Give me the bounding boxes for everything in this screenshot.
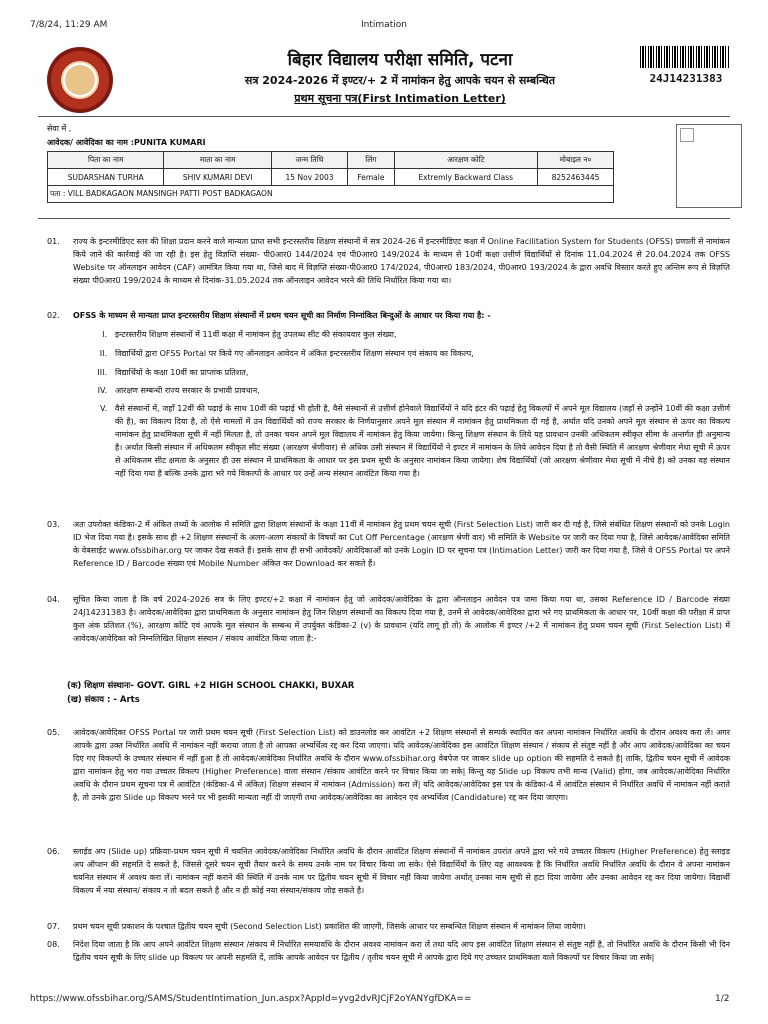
criteria-text: इन्टरस्तरीय शिक्षण संस्थानों में 11वीं कक्षा में नामांकन हेतु उपलब्ध सीट की संकायवार कुल संख्या,	[115, 330, 397, 339]
session-line: सत्र 2024-2026 में इण्टर/+ 2 में नामांकन हेतु आपके चयन से सम्बन्धित	[244, 74, 556, 87]
paragraph-08	[47, 938, 730, 964]
criteria-number: I.	[102, 330, 107, 339]
criteria-number: III.	[97, 368, 107, 377]
allotted-institution: (क) शिक्षण संस्थानः- GOVT. GIRL +2 HIGH SCHOOL CHAKKI, BUXAR	[67, 681, 355, 691]
criteria-item	[67, 347, 730, 360]
criteria-number: II.	[99, 349, 107, 358]
barcode-number: 24J14231383	[649, 72, 723, 85]
para-number: 02.	[47, 311, 60, 320]
para-text: स्लाईड अप (Slide up) प्रक्रियाः-प्रथम चयन सूची में चयनित आवेदक/आवेदिका निर्धारित अवधि के दौरान आवंटित शिक्षण संस्थानों में नामांकन उपरांत अपने द्वारा भरे गये उच्चतर विकल्प (Higher Preference) हेतु स्लाइड अप ऑप्शन की सहमति दे सकते है, जिससे दूसरे चयन सूची तैयार करने के समय उनके नाम पर विचार किया जा सके। ऐसे विद्यार्थियों के लिए यह आवश्यक है कि निर्धारित अवधि निर्धारित अवधि के दौरान वे अपना नामांकन चयनित संस्थान में अवश्य करा लें। नामांकन नहीं कराने की स्थिति में उनके नाम पर द्वितीय चयन सूची में विचार नहीं किया जायेगा अर्थात् उनका नाम सूची से हटा दिया जायेगा और उनका आवेदन रद्द कर दिया जायेगा। विद्यार्थी विकल्प में नया संस्थान/ संकाय न तो बदल सकते है और न ही कोई नया संस्थान/संकाय जोड़ सकते है।	[73, 847, 730, 895]
info-divider	[38, 218, 730, 219]
father-name: SUDARSHAN TURHA	[48, 169, 164, 186]
mobile: 8252463445	[538, 169, 614, 186]
gender: Female	[348, 169, 394, 186]
table-row	[48, 169, 614, 186]
print-datetime: 7/8/24, 11:29 AM	[30, 20, 108, 30]
mother-name: SHIV KUMARI DEVI	[164, 169, 271, 186]
col-dob: जन्म तिथि	[271, 152, 347, 169]
barcode-image	[640, 46, 730, 68]
broken-image-icon	[680, 128, 694, 142]
para-number: 03.	[47, 520, 60, 529]
para-number: 07.	[47, 922, 60, 931]
paragraph-05	[47, 726, 730, 804]
criteria-text: आरक्षण सम्बन्धी राज्य सरकार के प्रभावी प्रावधान,	[115, 386, 260, 395]
header-divider	[38, 116, 730, 117]
col-category: आरक्षण कोटि	[394, 152, 538, 169]
print-page-number: 1/2	[715, 994, 730, 1004]
address: पता : VILL BADKAGAON MANSINGH PATTI POST BADKAGAON	[48, 186, 614, 203]
criteria-item	[67, 402, 730, 480]
para-text: राज्य के इन्टरमीडिएट स्तर की शिक्षा प्रदान करने वाले मान्यता प्राप्त सभी इन्टरस्तरीय शिक्षण संस्थानों में सत्र 2024-26 में इन्टरमीडिएट कक्षा में Online Facilitation System for Students (OFSS) प्रणाली से नामांकन किये जाने की कार्रवाई की जा रही है। इस हेतु विज्ञप्ति संख्या- पी0आर0 144/2024 एवं पी0आर0 149/2024 के माध्यम से 10वीं कक्षा उत्तीर्ण विद्यार्थियों से दिनांक 11.04.2024 से 20.04.2024 तक OFSS Website पर ऑनलाइन आवेदन (CAF) आमंत्रित किया गया था, जिसे बाद में विज्ञप्ति संख्या-पी0आर0 174/2024, पी0आर0 183/2024, पी0आर0 193/2024 के द्वारा अवधि विस्तार करते हुए अन्तिम रूप से विज्ञप्ति संख्या पी0आर0 199/2024 के माध्यम से दिनांक-31.05.2024 तक ऑनलाइन आवेदन भरने की तिथि निर्धारित किया गया था।	[73, 237, 730, 285]
address-row	[48, 186, 614, 203]
para-number: 05.	[47, 728, 60, 737]
para-number: 04.	[47, 595, 60, 604]
para-number: 08.	[47, 940, 60, 949]
criteria-item	[67, 328, 730, 341]
criteria-text: विद्यार्थियों द्वारा OFSS Portal पर किये गए ऑनलाइन आवेदन में अंकित इन्टरस्तरीय शिक्षण संस्थान एवं संकाय का विकल्प,	[115, 349, 474, 358]
para-text: प्रथम चयन सूची प्रकाशन के पश्चात द्वितीय चयन सूची (Second Selection List) प्रकाशित की जाएगी, जिसके आधार पर सम्बन्धित शिक्षण संस्थान में नामांकन लिया जायेगा।	[73, 922, 586, 931]
criteria-text: विद्यार्थियों के कक्षा 10वीं का प्राप्तांक प्रतिशत,	[115, 368, 249, 377]
paragraph-04	[47, 593, 730, 645]
para-text: आवेदक/आवेदिका OFSS Portal पर जारी प्रथम चयन सूची (First Selection List) को डाउनलोड कर आवंटित +2 शिक्षण संस्थानों से सम्पर्क स्थापित कर अपना नामांकन निर्धारित अवधि के दौरान अवश्य करा लें। अगर आपके द्वारा उक्त निर्धारित अवधि में नामांकन नहीं कराया जाता है तो आपका अभ्यर्थित्व रद्द कर दिया जाएगा। यदि आवेदक/आवेदिका इस आवंटित शिक्षण संस्थान / संकाय से संतुष्ट नहीं है और आप आवेदक/आवेदिका का चयन दिए गए विकल्पों के उच्चतर संस्थान में नहीं हुआ है तो आवेदक/आवेदिका निर्धारित अवधि के दौरान www.ofssbihar.org वेबपेज पर जाकर slide up option की सहमति दे सकते है| ताकि, द्वितीय चयन सूची में आवेदक द्वारा नामांकन हेतु भरा गया उच्चतर विकल्प (Higher Preference) वाला संस्थान /संकाय आवंटित करने पर विचार किया जा सके| किन्तु यह Slide up विकल्प तभी मान्य (Valid) होगा, जब आवेदक/आवेदिका निर्धारित अवधि के दौरान प्रथम सूचना पत्र में आवंटित (कंडिका-4 में अंकित) शिक्षण संस्थान में नामांकन (Admission) करा लें| यदि आवेदक/आवेदिका इस पत्र के कंडिका-4 में आवंटित संस्थान में निर्धारित अवधि में नामांकन नहीं कराते है, तो उनके द्वारा Slide up विकल्प भरने पर भी इसकी मान्यता नहीं दी जाएगी तथा आवेदक/आवेदिका का आवेदन एवं अभ्यर्थित्व (Candidature) रद्द कर दिया जाएगा।	[73, 728, 730, 802]
applicant-table	[47, 151, 614, 203]
board-logo	[47, 47, 113, 113]
para-text: सूचित किया जाता है कि वर्ष 2024-2026 सत्र के लिए इण्टर/+2 कक्षा में नामांकन हेतु जो आवेदक/आवेदिका के द्वारा ऑनलाइन आवेदन पत्र जमा किया गया था, उसका Reference ID / Barcode संख्या 24J14231383 है। आवेदक/आवेदिका द्वारा प्राथमिकता के अनुसार नामांकन हेतु जिन शिक्षण संस्थानों का विकल्प दिया गया है, उनमें से आवेदक/आवेदिका द्वारा भरे गए प्राथमिकता के आधार पर, 10वीं कक्षा की परीक्षा में प्राप्त कुल अंक प्रतिशत (%), आरक्षण कोटि एवं आपके मूल संस्थान के सम्बन्ध में उपर्युक्त कंडिका-2 (v) के प्रावधान (यदि लागू हो तो) के आलोक में इण्टर /+2 में नामांकन हेतु प्रथम चयन सूची (First Selection List) में आवेदक/आवेदिका को निम्नलिखित शिक्षण संस्थान / संकाय आवंटित किया जाता है:-	[73, 595, 730, 643]
applicant-name: आवेदक/ आवेदिका का नाम :PUNITA KUMARI	[47, 138, 206, 147]
col-gender: लिंग	[348, 152, 394, 169]
criteria-text: वैसे संस्थानों में, जहाँ 12वीं की पढ़ाई के साथ 10वीं की पढ़ाई भी होती है, वैसे संस्थानों से उत्तीर्ण होनेवाले विद्यार्थियों ने यदि इंटर की पढ़ाई हेतु विकल्पों में अपने मूल विद्यालय (जहाँ से उन्होंने 10वीं की कक्षा उत्तीर्ण की है), का विकल्प दिया है, तो ऐसे मामलों में उन विद्यार्थियों को राज्य सरकार के निर्णयानुसार अपने मूल संस्थान में नामांकन हेतु प्राथमिकता दी गई है, अर्थात यदि उनको अपने मूल संस्थान से ऊपर का विकल्प नामांकन हेतु प्राथमिकता सूची में नहीं मिलता है, तो उनका चयन अपने मूल विद्यालय में नामांकन हेतु किया जायेगा। किन्तु शिक्षण संस्थान के लिये यह प्रावधान उनकी अधिकतम स्वीकृत सीमा के अन्तर्गत ही अनुमान्य है। अर्थात किसी संस्थान में अधिकतम स्वीकृत सीट संख्या (आरक्षण श्रेणीवार) से अधिक उसी संस्थान में विद्यार्थियों ने इण्टर में नामांकन के लिये आवेदन दिया है तो वैसी स्थिति में आरक्षण श्रेणीवार मेधा सूची में ऊपर से अधिकतम सीट क्षमता के अनुसार ही उस संस्थान में प्राथमिकता के आधार पर इस प्रथम सूची के अनुसार नामांकन किया जायेगा। शेष विद्यार्थियों (जो आरक्षण श्रेणीवार मेधा सूची में नीचे है) को उनका वह संस्थान नहीं दिया गया है बल्कि उनके द्वारा भरे गये विकल्पों के आधार पर उन्हें अन्य संस्थान आवंटित किया गया है।	[115, 404, 730, 478]
criteria-number: V.	[100, 404, 107, 413]
col-mobile: मोबाइल न०	[538, 152, 614, 169]
board-name: बिहार विद्यालय परीक्षा समिति, पटना	[287, 50, 513, 70]
allotted-faculty: (ख) संकाय : - Arts	[67, 695, 140, 705]
col-father: पिता का नाम	[48, 152, 164, 169]
paragraph-01	[47, 235, 730, 287]
criteria-item	[67, 366, 730, 379]
para-text: निदेश दिया जाता है कि आप अपने आवंटित शिक्षण संस्थान /संकाय में निर्धारित समयावधि के दौरान अवश्य नामांकन करा लें तथा यदि आप इस आवंटित शिक्षण संस्थान से संतुष्ट नहीं है, तो निर्धारित अवधि के दौरान किसी भी दिन द्वितीय चयन सूची के लिए slide up विकल्प पर अपनी सहमति दें, ताकि आपके आवेदन पर द्वितीय / तृतीय चयन सूची में आपके द्वारा दिये गए उच्चतर प्राथमिकता वाले विकल्पों पर विचार किया जा सके|	[73, 940, 730, 962]
para-number: 01.	[47, 237, 60, 246]
paragraph-03	[47, 518, 730, 570]
col-mother: माता का नाम	[164, 152, 271, 169]
para-text: OFSS के माध्यम से मान्यता प्राप्त इन्टरस्तरीय शिक्षण संस्थानों में प्रथम चयन सूची का निर्माण निम्नांकित बिन्दुओं के आधार पर किया गया है: -	[73, 311, 491, 320]
criteria-number: IV.	[97, 386, 107, 395]
table-header-row	[48, 152, 614, 169]
print-url[interactable]: https://www.ofssbihar.org/SAMS/StudentIntimation_Jun.aspx?AppId=yvg2dvRJCjF2oYANYgfDKA==	[30, 994, 472, 1004]
paragraph-02	[47, 309, 730, 322]
criteria-item	[67, 384, 730, 397]
applicant-photo	[676, 124, 742, 208]
paragraph-06	[47, 845, 730, 897]
category: Extremly Backward Class	[394, 169, 538, 186]
paragraph-07	[47, 920, 730, 933]
para-number: 06.	[47, 847, 60, 856]
dob: 15 Nov 2003	[271, 169, 347, 186]
letter-title: प्रथम सूचना पत्र(First Intimation Letter)	[294, 92, 506, 105]
para-text: अतः उपरोक्त कंडिका-2 में अंकित तथ्यों के आलोक में समिति द्वारा शिक्षण संस्थानों के कक्षा 11वीं में नामांकन हेतु प्रथम चयन सूची (First Selection List) जारी कर दी गई है, जिसे संबंधित शिक्षण संस्थानों को उनके Login ID भेज दिया गया है। इसके साथ ही +2 शिक्षण संस्थानों के अलग-अलग संकायों के विषयों का Cut Off Percentage (आरक्षण श्रेणी वार) भी समिति के Website पर जारी कर दिया गया है, जिसे आवेदक/आवेदिका समिति के वेबसाईट www.ofssbihar.org पर जाकर देख सकते हैं। इसके साथ ही सभी आवेदकों/ आवेदिकाओं को उनके Login ID पर सूचना पत्र (Intimation Letter) जारी कर दिया गया है, जिसे वे OFSS Portal पर अपने Reference ID / Barcode संख्या एवं Mobile Number अंकित कर Download कर सकते हैं।	[73, 520, 730, 568]
salutation: सेवा में ,	[47, 124, 72, 133]
print-page-title: Intimation	[361, 20, 407, 30]
